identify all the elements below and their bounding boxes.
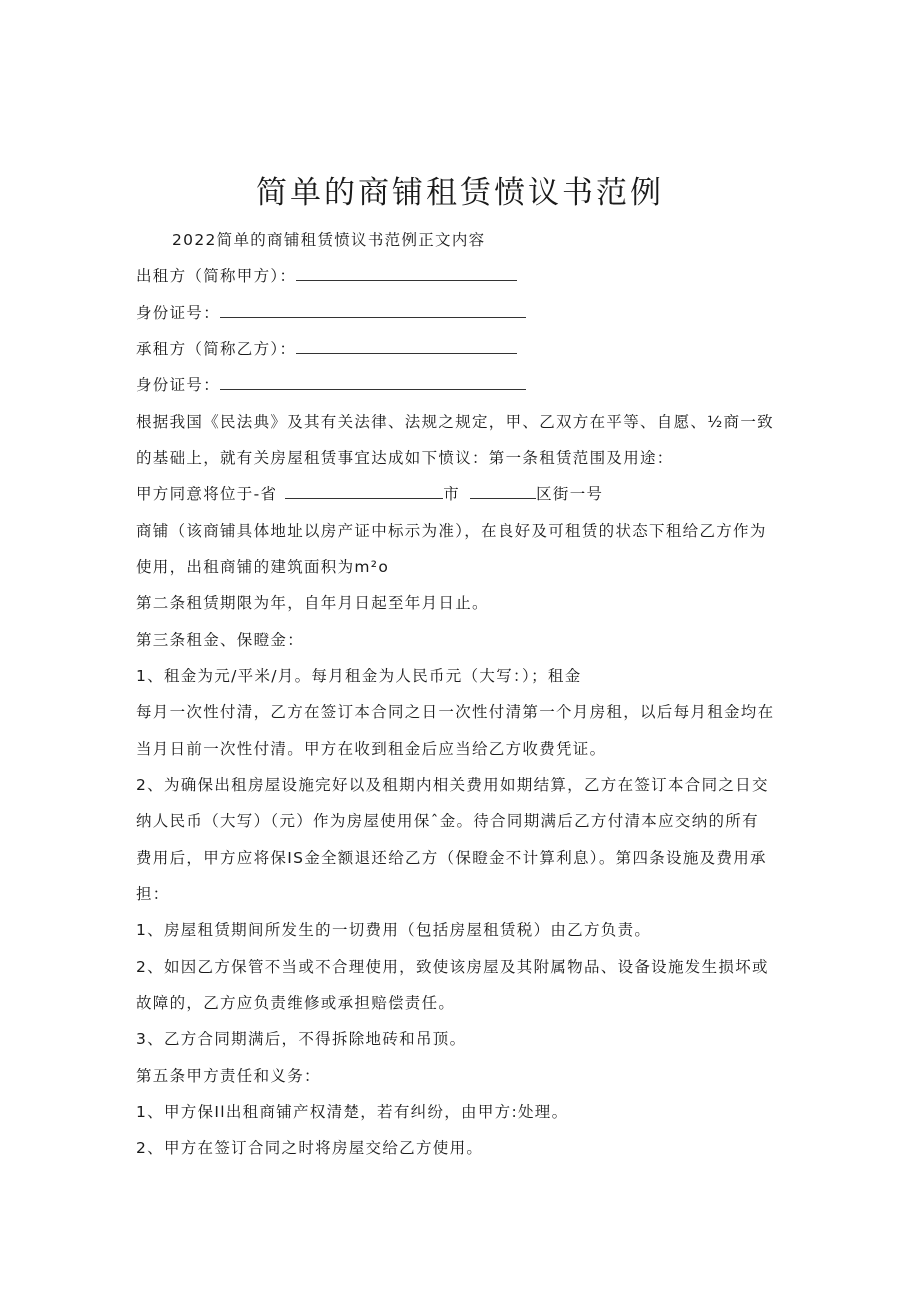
lessee-name-field xyxy=(136,338,800,360)
article5-item1: 1、甲方保Il出租商铺产权清楚，若有纠纷，由甲方:处理。 xyxy=(136,1103,569,1121)
article1-line-2: 使用，出租商铺的建筑面积为m²o xyxy=(136,558,390,576)
lessee-name-blank xyxy=(296,338,517,354)
lessor-name-field xyxy=(136,265,800,287)
intro-line-1: 根据我国《民法典》及其有关法律、法规之规定，甲、乙双方在平等、自愿、½商一致 xyxy=(136,413,774,431)
subtitle: 2022简单的商铺租赁愤议书范例正文内容 xyxy=(172,231,486,249)
article3-item1-line-1: 1、租金为元/平米/月。每月租金为人民币元（大写：）；租金 xyxy=(136,667,582,685)
location-prefix: 甲方同意将位于-省 xyxy=(136,485,278,503)
lessee-id-label: 身份证号： xyxy=(136,376,221,394)
article4-item2-line-1: 2、如因乙方保管不当或不合理使用，致使该房屋及其附属物品、设备设施发生损坏或 xyxy=(136,958,769,976)
lessee-name-label: 承租方（简称乙方）： xyxy=(136,340,297,358)
article3-item1-line-2: 每月一次性付清，乙方在签订本合同之日一次性付清第一个月房租，以后每月租金均在 xyxy=(136,703,775,721)
location-city: 市 xyxy=(443,485,461,503)
article1-line-1: 商铺（该商铺具体地址以房产证中标示为准），在良好及可租赁的状态下租给乙方作为 xyxy=(136,522,767,540)
lessor-id-label: 身份证号： xyxy=(136,304,221,322)
lessor-id-field xyxy=(136,302,800,324)
location-suffix: 区街一号 xyxy=(536,485,604,503)
article5-item2: 2、甲方在签订合同之时将房屋交给乙方使用。 xyxy=(136,1139,484,1157)
lessor-name-label: 出租方（简称甲方）： xyxy=(136,267,297,285)
article4-item2-line-2: 故障的，乙方应负责维修或承担赔偿责任。 xyxy=(136,994,456,1012)
article3-item2-line-2: 纳人民币（大写）（元）作为房屋使用保ˆ金。待合同期满后乙方付清本应交纳的所有 xyxy=(136,812,759,830)
article3-item2-line-4: 担： xyxy=(136,885,170,903)
article5-title: 第五条甲方责任和义务： xyxy=(136,1067,321,1085)
location-line xyxy=(136,483,800,505)
intro-line-2: 的基础上，就有关房屋租赁事宜达成如下愤议：第一条租赁范围及用途： xyxy=(136,449,674,467)
article3-item2-line-1: 2、为确保出租房屋设施完好以及租期内相关费用如期结算，乙方在签订本合同之日交 xyxy=(136,776,769,794)
province-blank xyxy=(285,483,443,499)
article3-item2-line-3: 费用后，甲方应将保IS金全额退还给乙方（保瞪金不计算利息）。第四条设施及费用承 xyxy=(136,849,767,867)
lessee-id-field xyxy=(136,374,800,396)
city-blank xyxy=(470,483,536,499)
lessor-id-blank xyxy=(220,302,526,318)
article3-item1-line-3: 当月日前一次性付清。甲方在收到租金后应当给乙方收费凭证。 xyxy=(136,740,607,758)
lessor-name-blank xyxy=(296,265,517,281)
article4-item1: 1、房屋租赁期间所发生的一切费用（包括房屋租赁税）由乙方负责。 xyxy=(136,921,652,939)
article4-item3: 3、乙方合同期满后，不得拆除地砖和吊顶。 xyxy=(136,1030,467,1048)
page-title: 简单的商铺租赁愤议书范例 xyxy=(256,174,664,211)
article2: 第二条租赁期限为年，自年月日起至年月日止。 xyxy=(136,594,489,612)
article3-title: 第三条租金、保瞪金： xyxy=(136,631,305,649)
lessee-id-blank xyxy=(220,374,526,390)
